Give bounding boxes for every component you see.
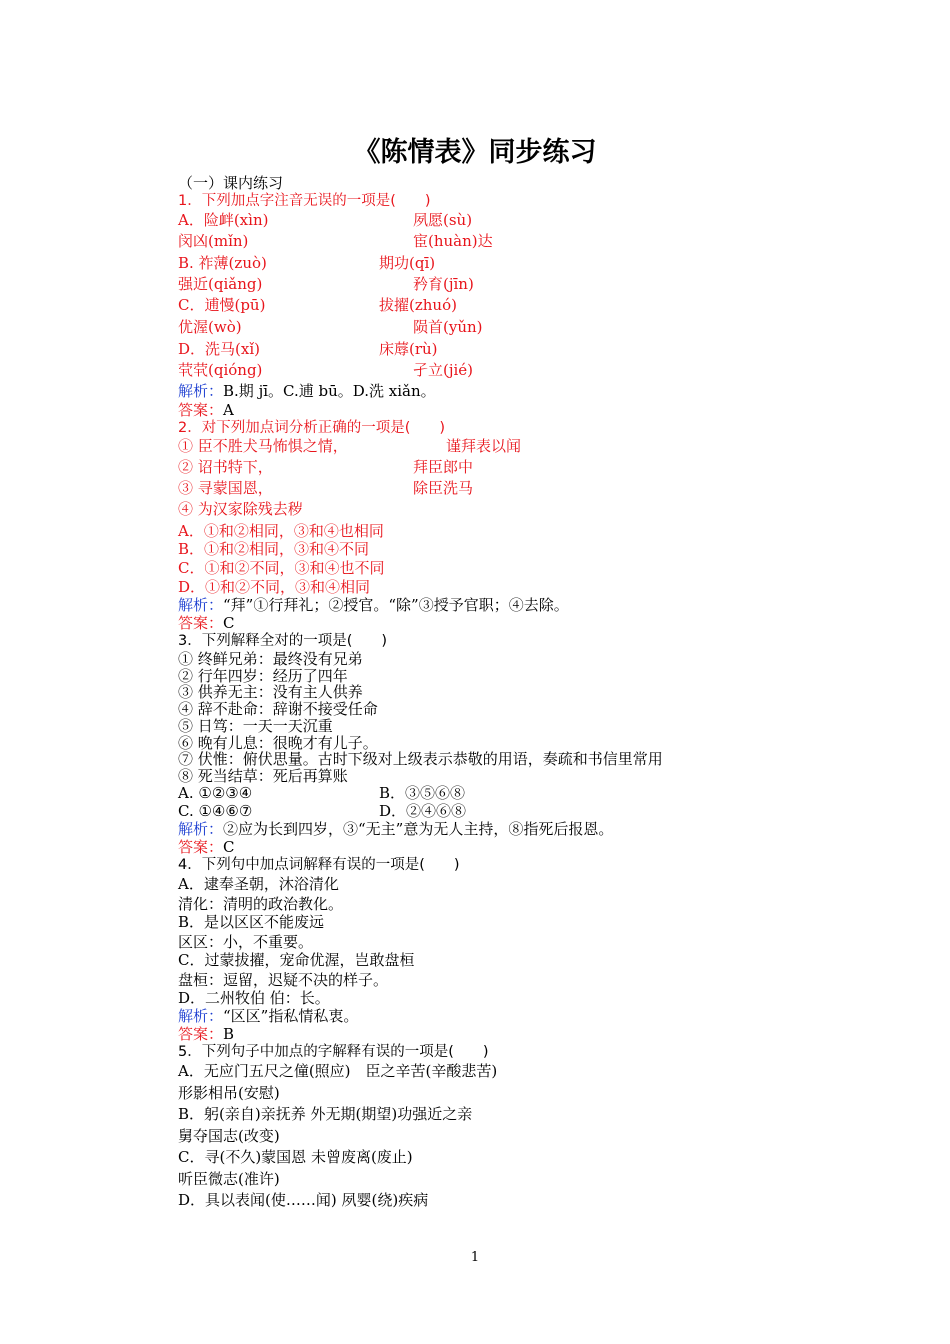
q1-analysis [178, 382, 436, 400]
q3-option-a: A. ①②③④ [178, 784, 253, 802]
question-4-stem: 4．下列句中加点词解释有误的一项是( ) [178, 857, 460, 873]
q1-option-c1: C．逋慢(pū) [178, 296, 266, 314]
q2-option-c: C．①和②不同，③和④也不同 [178, 559, 385, 577]
q4-option-d: D．二州牧伯 伯：长。 [178, 989, 330, 1007]
analysis-text: “区区”指私情私衷。 [223, 1007, 359, 1025]
q3-option-d: D．②④⑥⑧ [379, 802, 467, 820]
q2-answer [178, 614, 235, 632]
q1-option-c3: 优渥(wò) [178, 318, 242, 336]
question-2-stem: 2．对下列加点词分析正确的一项是( ) [178, 420, 446, 436]
q2-sentence-2a: ② 诏书特下， [178, 458, 273, 476]
question-5-stem: 5．下列句子中加点的字解释有误的一项是( ) [178, 1044, 489, 1060]
q1-answer [178, 401, 234, 419]
answer-text: B [223, 1025, 235, 1043]
q2-sentence-3a: ③ 寻蒙国恩， [178, 479, 273, 497]
q4-option-c-gloss: 盘桓：逗留，迟疑不决的样子。 [178, 971, 389, 989]
q1-option-b4: 矜育(jīn) [413, 275, 474, 293]
q2-analysis [178, 596, 569, 614]
q3-item-6: ⑥ 晚有儿息：很晚才有儿子。 [178, 734, 378, 752]
q1-option-a1: A．险衅(xìn) [178, 211, 269, 229]
q4-option-a: A．逮奉圣朝，沐浴清化 [178, 875, 339, 893]
q2-option-b: B．①和②相同，③和④不同 [178, 540, 370, 558]
q1-option-c4: 陨首(yǔn) [413, 318, 483, 336]
q3-option-c: C. ①④⑥⑦ [178, 802, 253, 820]
analysis-text: ②应为长到四岁，③“无主”意为无人主持，⑧指死后报恩。 [223, 820, 614, 838]
q2-sentence-1a: ① 臣不胜犬马怖惧之情， [178, 437, 348, 455]
answer-label: 答案： [178, 614, 224, 632]
q5-option-a-cont: 形影相吊(安慰) [178, 1084, 280, 1102]
q2-option-a: A．①和②相同，③和④也相同 [178, 522, 384, 540]
page-title: 《陈情表》同步练习 [353, 137, 597, 168]
q1-option-d3: 茕茕(qióng) [178, 361, 263, 379]
q4-analysis [178, 1007, 358, 1025]
q2-sentence-1b: 谨拜表以闻 [446, 437, 522, 455]
answer-label: 答案： [178, 838, 224, 856]
q4-option-b: B．是以区区不能废远 [178, 913, 325, 931]
q2-option-d: D．①和②不同，③和④相同 [178, 578, 371, 596]
q1-option-d2: 床蓐(rù) [379, 340, 438, 358]
q2-sentence-2b: 拜臣郎中 [413, 458, 474, 476]
q5-option-c: C．寻(不久)蒙国恩 未曾废离(废止) [178, 1148, 413, 1166]
q1-option-b1: B. 祚薄(zuò) [178, 254, 267, 272]
q3-answer [178, 838, 235, 856]
q4-option-a-gloss: 清化：清明的政治教化。 [178, 895, 344, 913]
analysis-text: B.期 jī。C.逋 bū。D.洗 xiǎn。 [223, 382, 436, 400]
answer-text: C [223, 614, 235, 632]
answer-text: A [223, 401, 234, 419]
q3-item-1: ① 终鲜兄弟：最终没有兄弟 [178, 650, 363, 668]
q1-option-d1: D．洗马(xǐ) [178, 340, 260, 358]
q5-option-c-cont: 听臣微志(准许) [178, 1170, 280, 1188]
analysis-text: “拜”①行拜礼；②授官。“除”③授予官职；④去除。 [223, 596, 569, 614]
analysis-label: 解析： [178, 820, 224, 838]
answer-label: 答案： [178, 401, 224, 419]
q3-item-4: ④ 辞不赴命：辞谢不接受任命 [178, 700, 378, 718]
q4-option-c: C．过蒙拔擢，宠命优渥，岂敢盘桓 [178, 951, 415, 969]
q3-item-3: ③ 供养无主：没有主人供养 [178, 683, 363, 701]
q3-item-2: ② 行年四岁：经历了四年 [178, 667, 348, 685]
q3-item-8: ⑧ 死当结草：死后再算账 [178, 767, 348, 785]
answer-label: 答案： [178, 1025, 224, 1043]
q1-option-d4: 孑立(jié) [413, 361, 474, 379]
q3-option-b: B．③⑤⑥⑧ [379, 784, 466, 802]
q3-item-5: ⑤ 日笃：一天一天沉重 [178, 717, 333, 735]
q5-option-b-cont: 舅夺国志(改变) [178, 1127, 280, 1145]
q4-option-b-gloss: 区区：小，不重要。 [178, 933, 314, 951]
q5-option-b: B．躬(亲自)亲抚养 外无期(期望)功强近之亲 [178, 1105, 473, 1123]
q1-option-b3: 强近(qiǎng) [178, 275, 263, 293]
q1-option-a3: 闵凶(mǐn) [178, 232, 249, 250]
section-heading: （一）课内练习 [178, 174, 284, 192]
q2-sentence-4: ④ 为汉家除残去秽 [178, 500, 303, 518]
page-number: 1 [470, 1250, 480, 1265]
q1-option-b2: 期功(qī) [379, 254, 436, 272]
q3-analysis [178, 820, 613, 838]
question-3-stem: 3．下列解释全对的一项是( ) [178, 633, 388, 649]
q1-option-a4: 宦(huàn)达 [413, 232, 493, 250]
q5-option-a: A．无应门五尺之僮(照应) 臣之辛苦(辛酸悲苦) [178, 1062, 498, 1080]
answer-text: C [223, 838, 235, 856]
q1-option-c2: 拔擢(zhuó) [379, 296, 457, 314]
q3-item-7: ⑦ 伏惟：俯伏思量。古时下级对上级表示恭敬的用语，奏疏和书信里常用 [178, 750, 663, 768]
q5-option-d: D．具以表闻(使……闻) 夙婴(绕)疾病 [178, 1191, 429, 1209]
analysis-label: 解析： [178, 596, 224, 614]
q2-sentence-3b: 除臣洗马 [413, 479, 474, 497]
analysis-label: 解析： [178, 1007, 224, 1025]
q4-answer [178, 1025, 234, 1043]
analysis-label: 解析： [178, 382, 224, 400]
question-1-stem: 1．下列加点字注音无误的一项是( ) [178, 193, 431, 209]
q1-option-a2: 夙愿(sù) [413, 211, 473, 229]
